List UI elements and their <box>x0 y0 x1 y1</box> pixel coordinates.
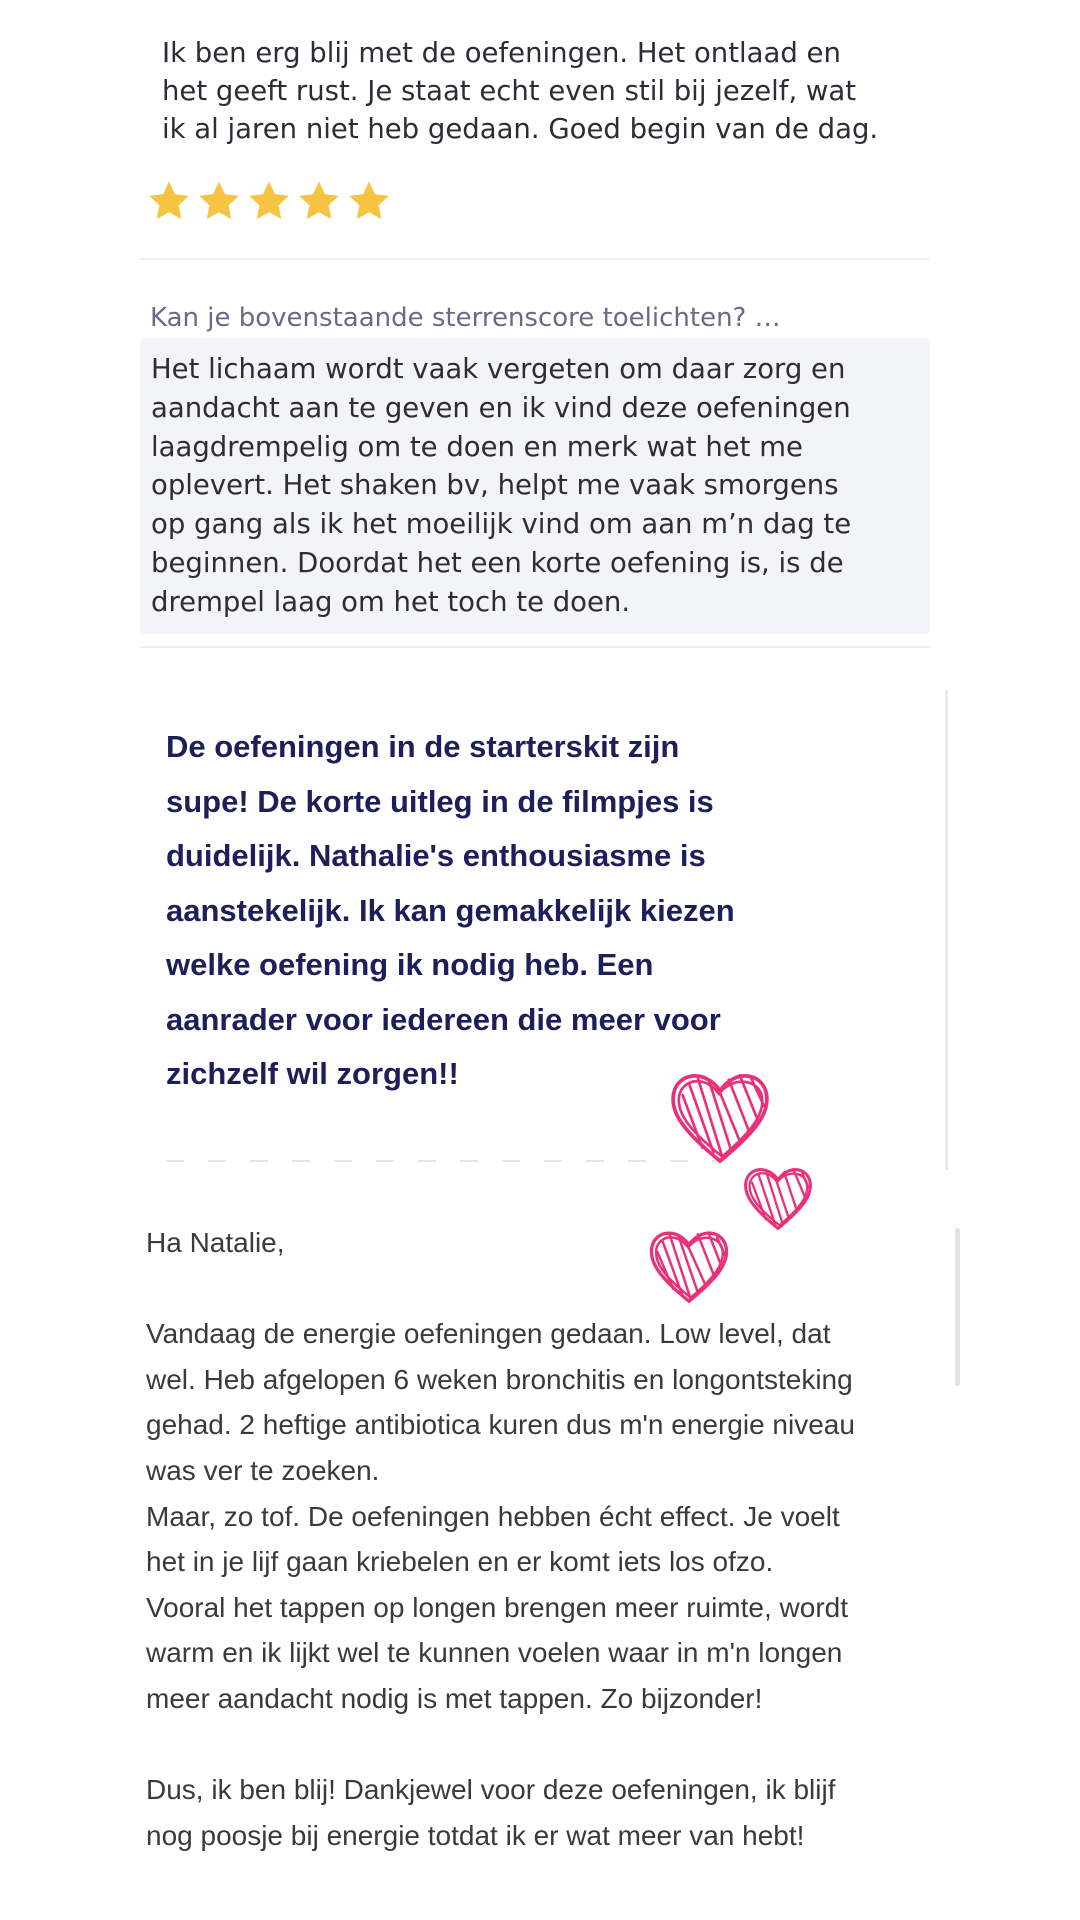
sketched-heart-icon <box>645 1222 733 1310</box>
answer-line: oplevert. Het shaken bv, helpt me vaak smorgens <box>151 469 839 502</box>
cut-off-text-line <box>166 1160 726 1162</box>
email-line: nog poosje bij energie totdat ik er wat meer van hebt! <box>146 1819 805 1851</box>
email-greeting: Ha Natalie, <box>146 1227 285 1258</box>
star-icon <box>196 178 242 224</box>
quote-line: supe! De korte uitleg in de filmpjes is <box>166 783 714 819</box>
email-line: het in je lijf gaan kriebelen en er komt iets los ofzo. <box>146 1546 774 1578</box>
email-line: Vandaag de energie oefeningen gedaan. Low level, dat <box>146 1318 831 1350</box>
star-icon <box>146 178 192 224</box>
email-line: meer aandacht nodig is met tappen. Zo bijzonder! <box>146 1682 763 1714</box>
paragraph-gap <box>146 1722 946 1768</box>
email-line: wel. Heb afgelopen 6 weken bronchitis en longontsteking <box>146 1363 853 1395</box>
quote-text <box>166 720 806 1102</box>
answer-line: beginnen. Doordat het een korte oefening is, is de <box>151 546 844 579</box>
answer-line: Het lichaam wordt vaak vergeten om daar zorg en <box>151 353 846 385</box>
email-line: warm en ik lijkt wel te kunnen voelen waar in m'n longen <box>146 1637 843 1669</box>
email-line: Dus, ik ben blij! Dankjewel voor deze oefeningen, ik blijf <box>146 1774 836 1806</box>
star-rating <box>146 178 392 224</box>
review-line: ik al jaren niet heb gedaan. Goed begin van de dag. <box>162 113 879 145</box>
paragraph-gap <box>146 1266 946 1312</box>
question-label: Kan je bovenstaande sterrenscore toelichten? … <box>150 303 781 333</box>
quote-line: duidelijk. Nathalie's enthousiasme is <box>166 838 706 873</box>
review-text <box>162 34 932 148</box>
email-line: was ver te zoeken. <box>146 1454 380 1486</box>
answer-line: op gang als ik het moeilijk vind om aan m’n dag te <box>151 508 852 541</box>
answer-line: laagdrempelig om te doen en merk wat het me <box>151 430 803 463</box>
answer-line: drempel laag om het toch te doen. <box>151 585 631 618</box>
quote-line: welke oefening ik nodig heb. Een <box>166 947 654 982</box>
answer-text <box>151 350 920 622</box>
email-message <box>146 1220 946 1858</box>
divider <box>140 646 930 648</box>
review-line: Ik ben erg blij met de oefeningen. Het ontlaad en <box>162 37 841 69</box>
scrollbar[interactable] <box>955 1228 960 1386</box>
email-line: Maar, zo tof. De oefeningen hebben écht effect. Je voelt <box>146 1500 840 1532</box>
quote-line: aanstekelijk. Ik kan gemakkelijk kiezen <box>166 892 735 928</box>
sketched-heart-icon <box>740 1160 816 1236</box>
quote-card <box>140 690 948 1170</box>
review-line: het geeft rust. Je staat echt even stil bij jezelf, wat <box>162 75 857 107</box>
email-line: gehad. 2 heftige antibiotica kuren dus m'n energie niveau <box>146 1409 855 1441</box>
quote-line: aanrader voor iedereen die meer voor <box>166 1001 721 1037</box>
star-icon <box>296 178 342 224</box>
answer-line: aandacht aan te geven en ik vind deze oefeningen <box>151 391 851 424</box>
quote-line: zichzelf wil zorgen!! <box>166 1056 459 1091</box>
email-line: Vooral het tappen op longen brengen meer ruimte, wordt <box>146 1591 849 1623</box>
star-icon <box>246 178 292 224</box>
sketched-heart-icon <box>665 1062 775 1172</box>
divider <box>140 258 930 260</box>
answer-box <box>140 338 930 634</box>
quote-line: De oefeningen in de starterskit zijn <box>166 729 680 764</box>
star-icon <box>346 178 392 224</box>
